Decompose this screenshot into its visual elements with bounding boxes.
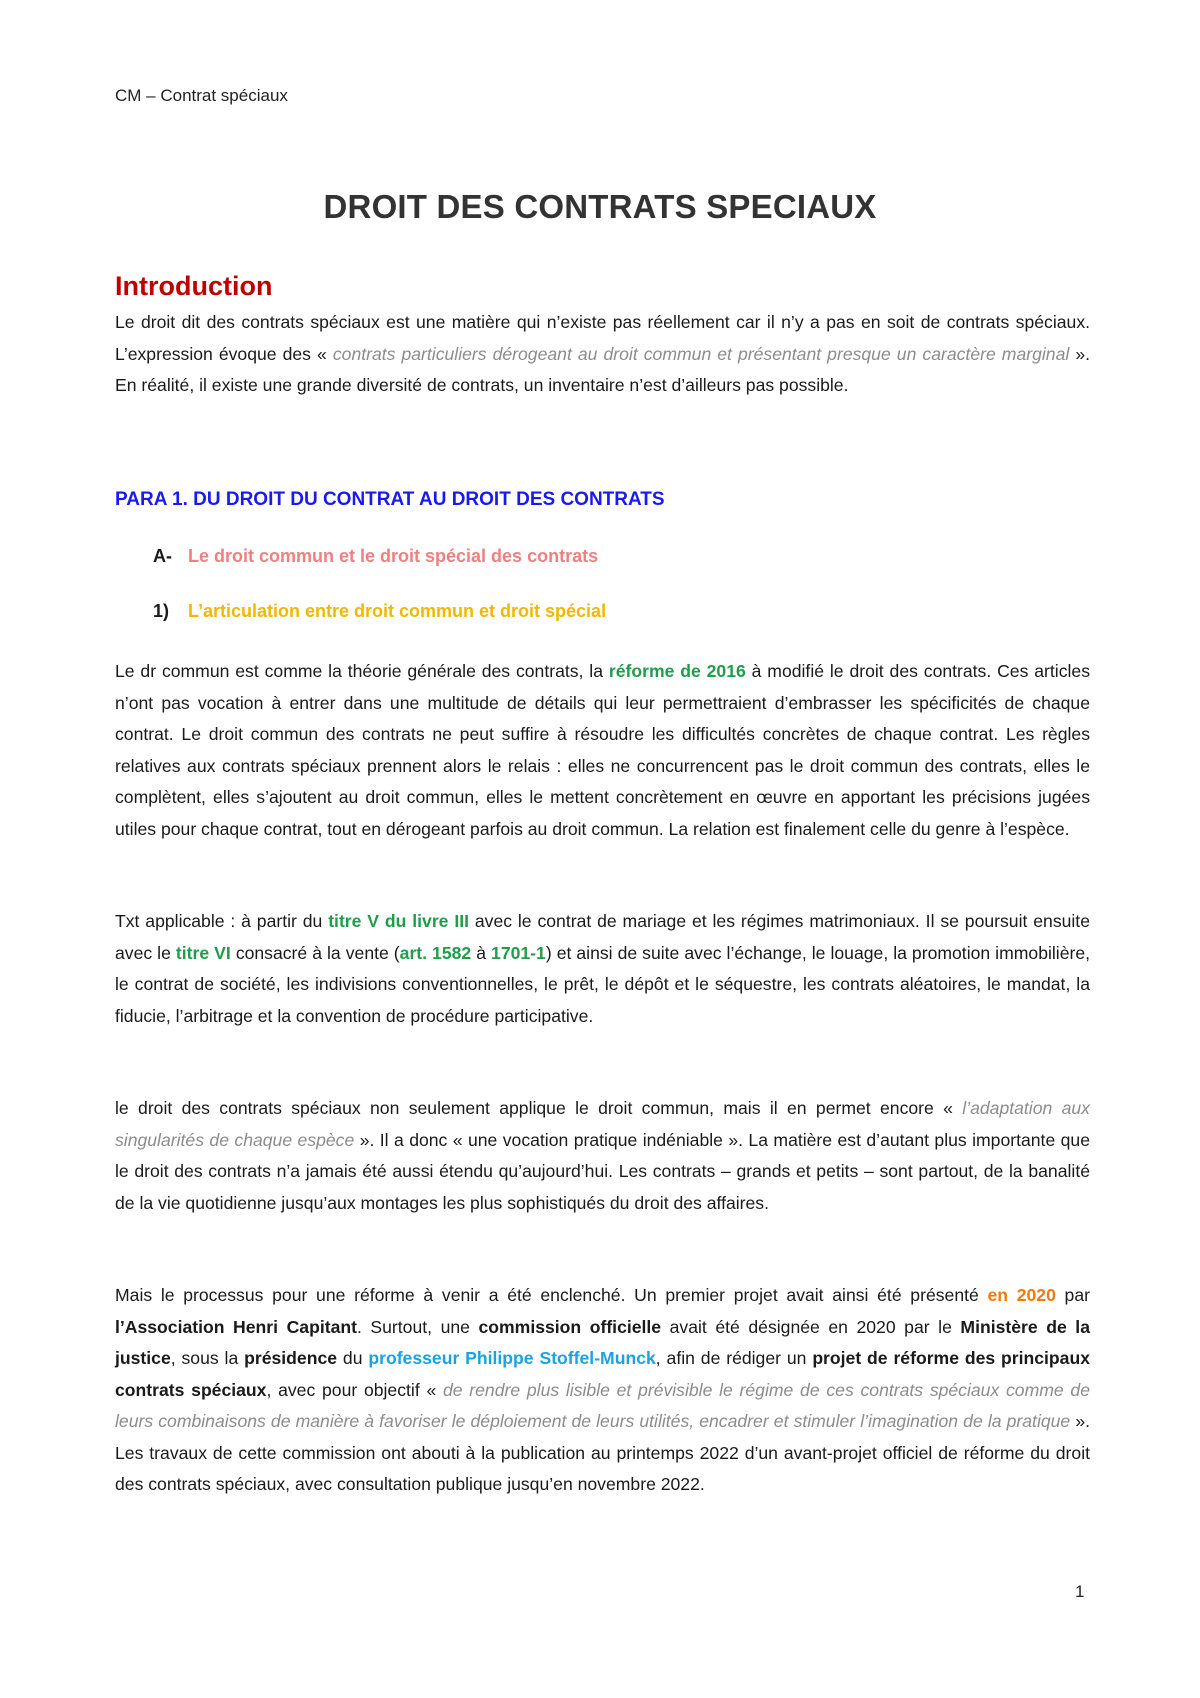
text-run: Le droit dit des contrats spéciaux est une matière qui n’existe pas réellement car il n’y a pas en soit de contrats spéciaux. L’expression évoque des « (115, 312, 1090, 364)
paragraph-droit-commun (115, 656, 1090, 845)
paragraph-reforme (115, 1280, 1090, 1501)
highlight-art-1701: 1701-1 (491, 942, 546, 963)
highlight-titre-vi: titre VI (175, 942, 231, 963)
bold-association: l’Association Henri Capitant (115, 1316, 357, 1337)
text-run: avec le contrat de mariage et les régimes matrimoniaux. Il se poursuit ensuite avec le (115, 911, 1090, 963)
subheading-a-label: Le droit commun et le droit spécial des contrats (188, 546, 599, 566)
text-run: , avec pour objectif « (266, 1379, 443, 1400)
text-run: Le dr commun est comme la théorie générale des contrats, la (115, 661, 609, 681)
bold-commission: commission officielle (478, 1316, 662, 1337)
text-run: Txt applicable : à partir du (115, 911, 329, 931)
text-run: à modifié le droit des contrats. Ces articles n’ont pas vocation à entrer dans une multitude de détails qui leur permettraient d’embrasser les spécificités de chaque contrat. Le droit commun des contrats ne peut suffire à résoudre les difficultés concrètes de chaque contrat. Les règles relatives aux contrats spéciaux prennent alors le relais : elles ne concurrencent pas le droit commun des contrats, elles le complètent, elles s’ajoutent au droit commun, elles le mettent concrètement en œuvre en apportant les précisions jugées utiles pour chaque contrat, tout en dérogeant parfois au droit commun. La relation est finalement celle du genre à l’espèce. (115, 661, 1090, 839)
subheading-1-label: L’articulation entre droit commun et droit spécial (188, 601, 607, 621)
paragraph-txt-applicable (115, 906, 1090, 1032)
bold-ministere: Ministère de la justice (115, 1316, 1090, 1368)
text-run: du (337, 1348, 369, 1368)
text-run: , sous la (170, 1348, 245, 1368)
bold-presidence: présidence (244, 1348, 338, 1368)
highlight-art-1582: art. 1582 (399, 942, 472, 963)
text-run: . Surtout, une (356, 1316, 479, 1337)
text-run: le droit des contrats spéciaux non seulement applique le droit commun, mais il en permet encore « (115, 1098, 963, 1118)
paragraph-adaptation (115, 1093, 1090, 1219)
text-run: avait été désignée en 2020 par le (661, 1316, 961, 1337)
quote-text: de rendre plus lisible et prévisible le régime de ces contrats spéciaux comme de leurs combinaisons de manière à favoriser le déploiement de leurs utilités, encadrer et stimuler l’imagination de la pratique (115, 1379, 1090, 1431)
bold-projet-reforme: projet de réforme des principaux contrats spéciaux (115, 1348, 1090, 1400)
text-run: Mais le processus pour une réforme à venir a été enclenché. Un premier projet avait ainsi été présenté (115, 1285, 988, 1305)
introduction-heading: Introduction (115, 271, 273, 301)
subheading-1 (153, 601, 606, 622)
quote-text: contrats particuliers dérogeant au droit commun et présentant presque un caractère marginal (332, 343, 1070, 364)
text-run: ». En réalité, il existe une grande diversité de contrats, un inventaire n’est d’ailleurs pas possible. (115, 343, 1090, 395)
highlight-titre-v: titre V du livre III (328, 911, 469, 931)
highlight-reforme-2016: réforme de 2016 (608, 661, 746, 681)
text-run: consacré à la vente ( (230, 942, 400, 963)
subheading-1-marker: 1) (153, 601, 170, 621)
highlight-professeur: professeur Philippe Stoffel-Munck (368, 1348, 656, 1368)
text-run: , afin de rédiger un (655, 1348, 813, 1368)
para1-heading: PARA 1. DU DROIT DU CONTRAT AU DROIT DES CONTRATS (115, 489, 665, 510)
highlight-en-2020: en 2020 (987, 1285, 1056, 1305)
text-run: ». Les travaux de cette commission ont abouti à la publication au printemps 2022 d’un avant-projet officiel de réforme du droit des contrats spéciaux, avec consultation publique jusqu’en novembre 2022. (115, 1411, 1090, 1494)
subheading-a-marker: A- (153, 546, 172, 566)
document-title: DROIT DES CONTRATS SPECIAUX (323, 188, 877, 225)
text-run: ». Il a donc « une vocation pratique indéniable ». La matière est d’autant plus importante que le droit des contrats n’a jamais été aussi étendu qu’aujourd’hui. Les contrats – grands et petits – sont partout, de la banalité de la vie quotidienne jusqu’aux montages les plus sophistiqués du droit des affaires. (115, 1129, 1090, 1213)
page-number: 1 (1075, 1582, 1085, 1601)
text-run: à (471, 942, 492, 963)
intro-paragraph (115, 307, 1090, 402)
text-run: par (1055, 1285, 1090, 1305)
quote-text: l’adaptation aux singularités de chaque espèce (115, 1098, 1090, 1150)
subheading-a (153, 546, 598, 567)
text-run: ) et ainsi de suite avec l’échange, le louage, la promotion immobilière, le contrat de société, les indivisions conventionnelles, le prêt, le dépôt et le séquestre, les contrats aléatoires, le mandat, la fiducie, l’arbitrage et la convention de procédure participative. (115, 942, 1091, 1026)
running-header: CM – Contrat spéciaux (115, 86, 288, 105)
